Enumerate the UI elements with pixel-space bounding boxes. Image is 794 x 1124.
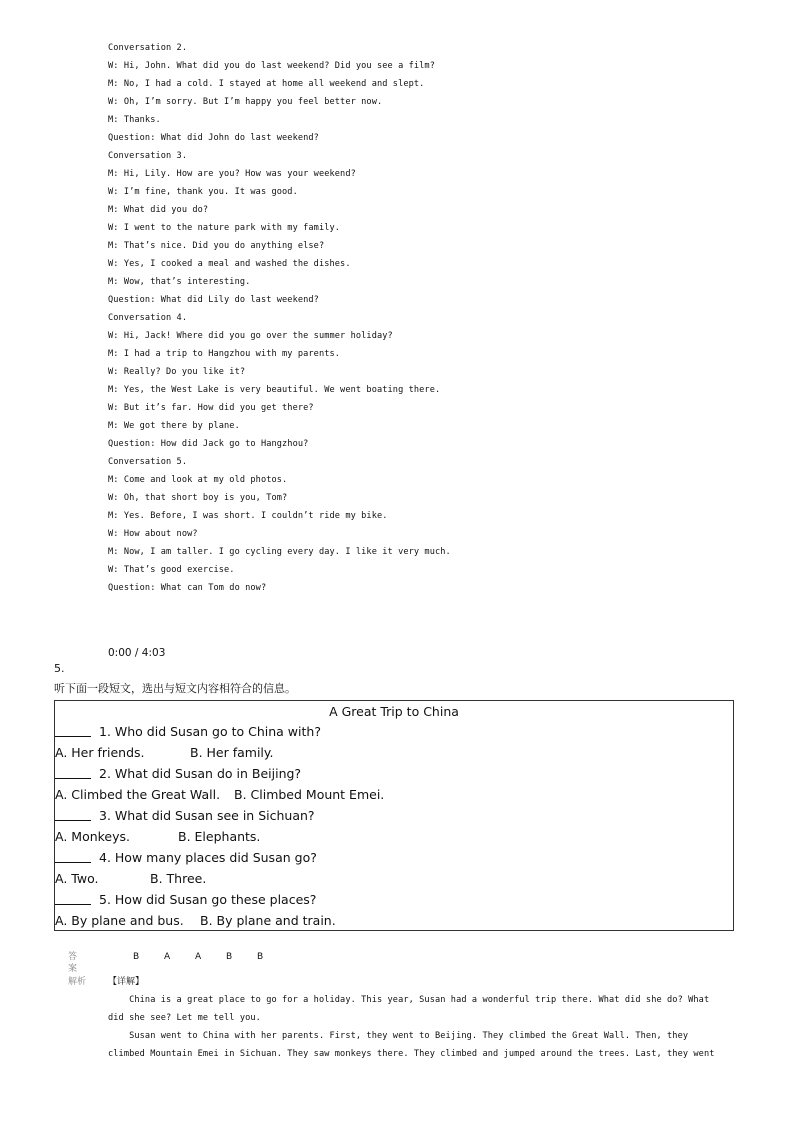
- transcript-line: Question: What did John do last weekend?: [108, 133, 319, 143]
- answer-value: A: [195, 952, 202, 962]
- transcript-line: M: What did you do?: [108, 205, 209, 215]
- answer-blank[interactable]: [55, 807, 91, 821]
- options-row: [55, 870, 733, 888]
- transcript-line: M: Hi, Lily. How are you? How was your weekend?: [108, 169, 356, 179]
- transcript-line: W: But it’s far. How did you get there?: [108, 403, 314, 413]
- analysis-line: Susan went to China with her parents. First, they went to Beijing. They climbed the Great Wall. Then, they: [108, 1031, 689, 1041]
- transcript-line: W: That’s good exercise.: [108, 565, 235, 575]
- transcript-line: M: I had a trip to Hangzhou with my parents.: [108, 349, 341, 359]
- transcript-line: M: Yes. Before, I was short. I couldn’t ride my bike.: [108, 511, 388, 521]
- transcript-line: W: I went to the nature park with my family.: [108, 223, 341, 233]
- audio-player-time[interactable]: 0:00 / 4:03: [108, 647, 166, 659]
- analysis-line: China is a great place to go for a holiday. This year, Susan had a wonderful trip there. What did she do? What: [108, 995, 710, 1005]
- transcript-line: Conversation 2.: [108, 43, 188, 53]
- options-row: [55, 828, 733, 846]
- question-number: 5.: [54, 662, 65, 675]
- transcript-line: M: We got there by plane.: [108, 421, 240, 431]
- answer-value: B: [226, 952, 233, 962]
- transcript-line: W: Hi, Jack! Where did you go over the summer holiday?: [108, 331, 393, 341]
- option-b[interactable]: B. Climbed Mount Emei.: [234, 787, 385, 802]
- option-b[interactable]: B. By plane and train.: [200, 913, 336, 928]
- question-text: 2. What did Susan do in Beijing?: [99, 766, 302, 781]
- question-box-title: A Great Trip to China: [329, 704, 459, 719]
- option-b[interactable]: B. Elephants.: [178, 829, 261, 844]
- transcript-line: M: No, I had a cold. I stayed at home all weekend and slept.: [108, 79, 425, 89]
- transcript-line: W: Hi, John. What did you do last weekend? Did you see a film?: [108, 61, 435, 71]
- answer-blank[interactable]: [55, 891, 91, 905]
- transcript-line: M: Wow, that’s interesting.: [108, 277, 251, 287]
- answer-value: B: [133, 952, 140, 962]
- option-a[interactable]: A. By plane and bus.: [55, 913, 184, 928]
- analysis-label: 解析: [68, 977, 87, 987]
- transcript-line: W: Oh, that short boy is you, Tom?: [108, 493, 288, 503]
- transcript-line: M: Now, I am taller. I go cycling every day. I like it very much.: [108, 547, 451, 557]
- transcript-line: M: Yes, the West Lake is very beautiful. We went boating there.: [108, 385, 441, 395]
- option-b[interactable]: B. Three.: [150, 871, 207, 886]
- option-a[interactable]: A. Monkeys.: [55, 829, 130, 844]
- answer-blank[interactable]: [55, 849, 91, 863]
- answer-value: A: [164, 952, 171, 962]
- transcript-line: W: I’m fine, thank you. It was good.: [108, 187, 298, 197]
- question-text: 4. How many places did Susan go?: [99, 850, 317, 865]
- options-row: [55, 912, 733, 930]
- answer-blank[interactable]: [55, 765, 91, 779]
- option-b[interactable]: B. Her family.: [190, 745, 274, 760]
- option-a[interactable]: A. Climbed the Great Wall.: [55, 787, 221, 802]
- options-row: [55, 786, 733, 804]
- transcript-line: M: Thanks.: [108, 115, 161, 125]
- option-a[interactable]: A. Her friends.: [55, 745, 145, 760]
- question-text: 1. Who did Susan go to China with?: [99, 724, 321, 739]
- question-instruction: 听下面一段短文，选出与短文内容相符合的信息。: [54, 682, 296, 695]
- question-text: 3. What did Susan see in Sichuan?: [99, 808, 315, 823]
- transcript-line: Question: How did Jack go to Hangzhou?: [108, 439, 309, 449]
- question-box: [54, 700, 734, 931]
- transcript-line: W: How about now?: [108, 529, 198, 539]
- question-item: [55, 723, 321, 741]
- transcript-line: W: Yes, I cooked a meal and washed the dishes.: [108, 259, 351, 269]
- question-item: [55, 807, 315, 825]
- transcript-line: Question: What did Lily do last weekend?: [108, 295, 319, 305]
- transcript-line: Conversation 5.: [108, 457, 188, 467]
- transcript-line: M: Come and look at my old photos.: [108, 475, 288, 485]
- transcript-line: Question: What can Tom do now?: [108, 583, 267, 593]
- transcript-line: Conversation 4.: [108, 313, 188, 323]
- analysis-tag: 【详解】: [108, 977, 145, 987]
- transcript-line: M: That’s nice. Did you do anything else?: [108, 241, 325, 251]
- option-a[interactable]: A. Two.: [55, 871, 99, 886]
- answer-value: B: [257, 952, 264, 962]
- question-item: [55, 891, 316, 909]
- transcript-line: W: Oh, I’m sorry. But I’m happy you feel better now.: [108, 97, 383, 107]
- options-row: [55, 744, 733, 762]
- question-item: [55, 765, 301, 783]
- question-text: 5. How did Susan go these places?: [99, 892, 317, 907]
- answer-label: 答案: [68, 952, 78, 974]
- analysis-line: did she see? Let me tell you.: [108, 1013, 261, 1023]
- question-item: [55, 849, 317, 867]
- transcript-line: W: Really? Do you like it?: [108, 367, 246, 377]
- analysis-line: climbed Mountain Emei in Sichuan. They saw monkeys there. They climbed and jumped around the trees. Last, they went: [108, 1049, 715, 1059]
- answer-blank[interactable]: [55, 723, 91, 737]
- transcript-line: Conversation 3.: [108, 151, 188, 161]
